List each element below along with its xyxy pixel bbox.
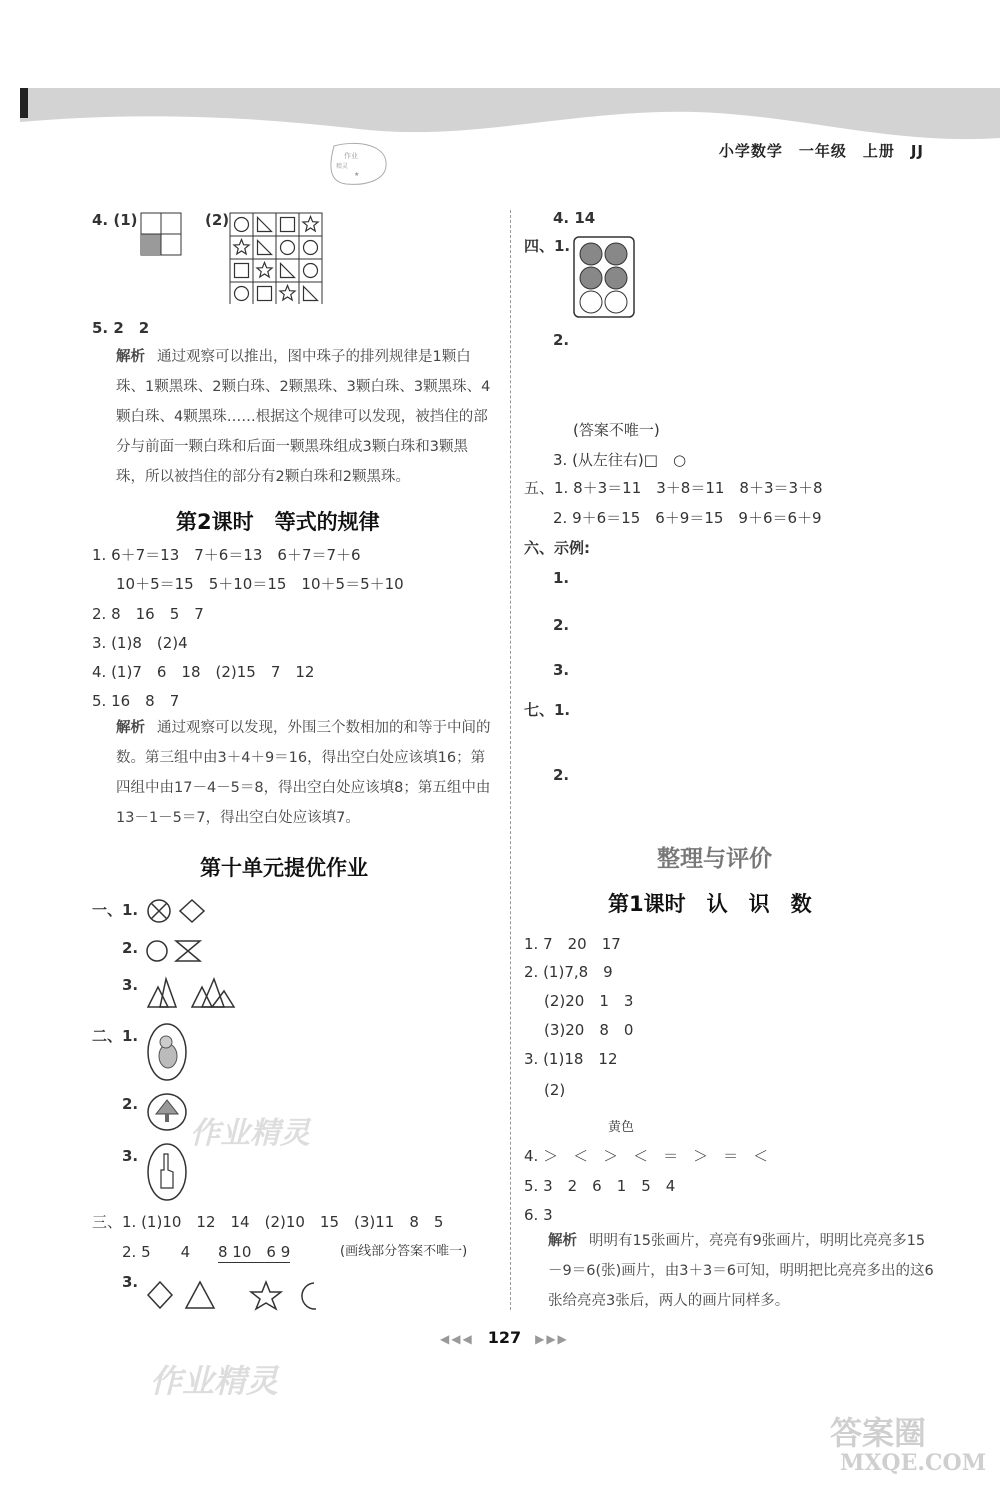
counter-tray-figure [573,236,635,318]
r-q5: 5. 3 2 6 1 5 4 [524,1177,676,1195]
l2-q1-line1: 1. 6＋7＝13 7＋6＝13 6＋7＝7＋6 [92,546,361,564]
triangles-figure [146,975,238,1009]
r-q3b: (2) [544,1081,566,1099]
l2-q1-line2: 10＋5＝15 5＋10＝15 10＋5＝5＋10 [116,575,404,593]
s7-2-label: 2. [553,766,570,784]
l2-q5: 5. 16 8 7 [92,692,180,710]
tree-oval-figure [146,1092,188,1132]
r-q2b: (2)20 1 3 [544,992,634,1010]
r-q4: 4. 14 [553,209,596,227]
review-title: 整理与评价 [657,846,772,872]
watermark-logo: 答案圈 [830,1414,927,1452]
yellow-label: 黄色 [608,1120,635,1135]
q4-label-2: (2) [205,211,230,229]
s5-1: 五、1. 8＋3＝11 3＋8＝11 8＋3＝3＋8 [524,479,823,497]
l2-explanation [116,713,494,833]
circle-cross-diamond-figure [146,898,208,924]
s6-1-label: 1. [553,569,570,587]
q5-explanation [116,342,494,492]
number-line-1 [566,702,926,754]
bead-string-figure [566,1078,916,1118]
watermark-1: 作业精灵 [190,1116,310,1151]
watermark-url: MXQE.COM [840,1450,987,1476]
number-line-2 [566,766,926,818]
s6-3-label: 3. [553,661,570,679]
u-q3-3-label: 3. [122,1273,139,1291]
bead-chain-figure [570,340,900,410]
r-q4: 4. ＞ ＜ ＞ ＜ ＝ ＞ ＝ ＜ [524,1147,769,1165]
stamp-logo [326,140,390,188]
r-q1: 1. 7 20 17 [524,935,621,953]
u-q2-2-label: 2. [122,1095,139,1113]
s7-1-label: 七、1. [524,701,571,719]
r-q6: 6. 3 [524,1206,553,1224]
u-q1-1-label: 一、1. [92,901,139,919]
hand-oval-figure [146,1142,188,1202]
u-q1-3-label: 3. [122,976,139,994]
lesson1-title: 第1课时 认 识 数 [608,892,812,916]
u-q3-1: 三、1. (1)10 12 14 (2)10 15 (3)11 8 5 [92,1213,444,1231]
column-divider [510,210,511,1310]
u-q2-3-label: 3. [122,1147,139,1165]
r-explanation [548,1226,938,1316]
explanation-text: 通过观察可以发现，外围三个数相加的和等于中间的数。第三组中由3＋4＋9＝16，得出空白处应该填16；第四组中由17－4－5＝8，得出空白处应该填8；第五组中由13－1－5＝7，得出空白处应该填7。 [116,720,491,826]
explanation-label: 解析 [116,349,145,365]
unit10-title: 第十单元提优作业 [200,856,368,880]
r-q2a: 2. (1)7,8 9 [524,963,613,981]
explanation-text: 明明有15张画片，亮亮有9张画片，明明比亮亮多15－9＝6(张)画片，由3＋3＝6可知，明明把比亮亮多出的这6张给亮亮3张后，两人的画片同样多。 [548,1233,934,1309]
l2-q2: 2. 8 16 5 7 [92,605,204,623]
u-q3-2a: 2. 5 4 [122,1243,191,1261]
u-q3-2c-note: (画线部分答案不唯一) [340,1244,468,1259]
r-q3a: 3. (1)18 12 [524,1050,618,1068]
u-q1-2-label: 2. [122,939,139,957]
shape-grid-figure [229,212,325,304]
cat-oval-figure [146,1022,188,1082]
s4-note: (答案不唯一) [573,421,660,439]
watermark-2: 作业精灵 [150,1362,279,1400]
s4-3: 3. (从左往右)□ ○ [553,451,687,469]
flower-row-figure [570,618,890,648]
lesson2-title: 第2课时 等式的规律 [176,510,380,534]
r-q2c: (3)20 8 0 [544,1021,634,1039]
s4-1-label: 四、1. [524,237,571,255]
page-number-bar [440,1328,569,1347]
header-band [20,88,1000,148]
svg-text:★: ★ [354,171,360,178]
l2-q4: 4. (1)7 6 18 (2)15 7 12 [92,663,315,681]
l2-q3: 3. (1)8 (2)4 [92,634,188,652]
s6-label: 六、示例: [524,539,590,557]
s5-2: 2. 9＋6＝15 6＋9＝15 9＋6＝6＋9 [553,509,822,527]
u-q3-2b-underlined: 8 10 6 9 [218,1243,291,1261]
q4-label: 4. (1) [92,211,138,229]
circle-hourglass-figure [146,938,206,964]
svg-text:精灵: 精灵 [336,163,349,170]
explanation-label: 解析 [548,1233,577,1249]
explanation-text: 通过观察可以推出，图中珠子的排列规律是1颗白珠、1颗黑珠、2颗白珠、2颗黑珠、3颗白珠、3颗黑珠、4颗白珠、4颗黑珠……根据这个规律可以发现，被挡住的部分与前面一颗白珠和后面一颗黑珠组成3颗白珠和3颗黑珠，所以被挡住的部分有2颗白珠和2颗黑珠。 [116,349,491,485]
s6-2-label: 2. [553,616,570,634]
crane-row-figure [570,662,890,692]
left-arrows-icon: ◀◀◀ [440,1332,474,1346]
square-grid-figure [140,212,182,256]
balloon-row-figure [570,568,890,604]
u-q2-1-label: 二、1. [92,1027,139,1045]
right-arrows-icon: ▶▶▶ [535,1332,569,1346]
book-header: 小学数学 一年级 上册 JJ [718,142,924,160]
shapes-sequence-figure [146,1280,326,1312]
explanation-label: 解析 [116,720,145,736]
q5-answer: 5. 2 2 [92,319,150,337]
page-number: 127 [487,1328,522,1347]
s4-2-label: 2. [553,331,570,349]
svg-text:作业: 作业 [344,152,358,160]
